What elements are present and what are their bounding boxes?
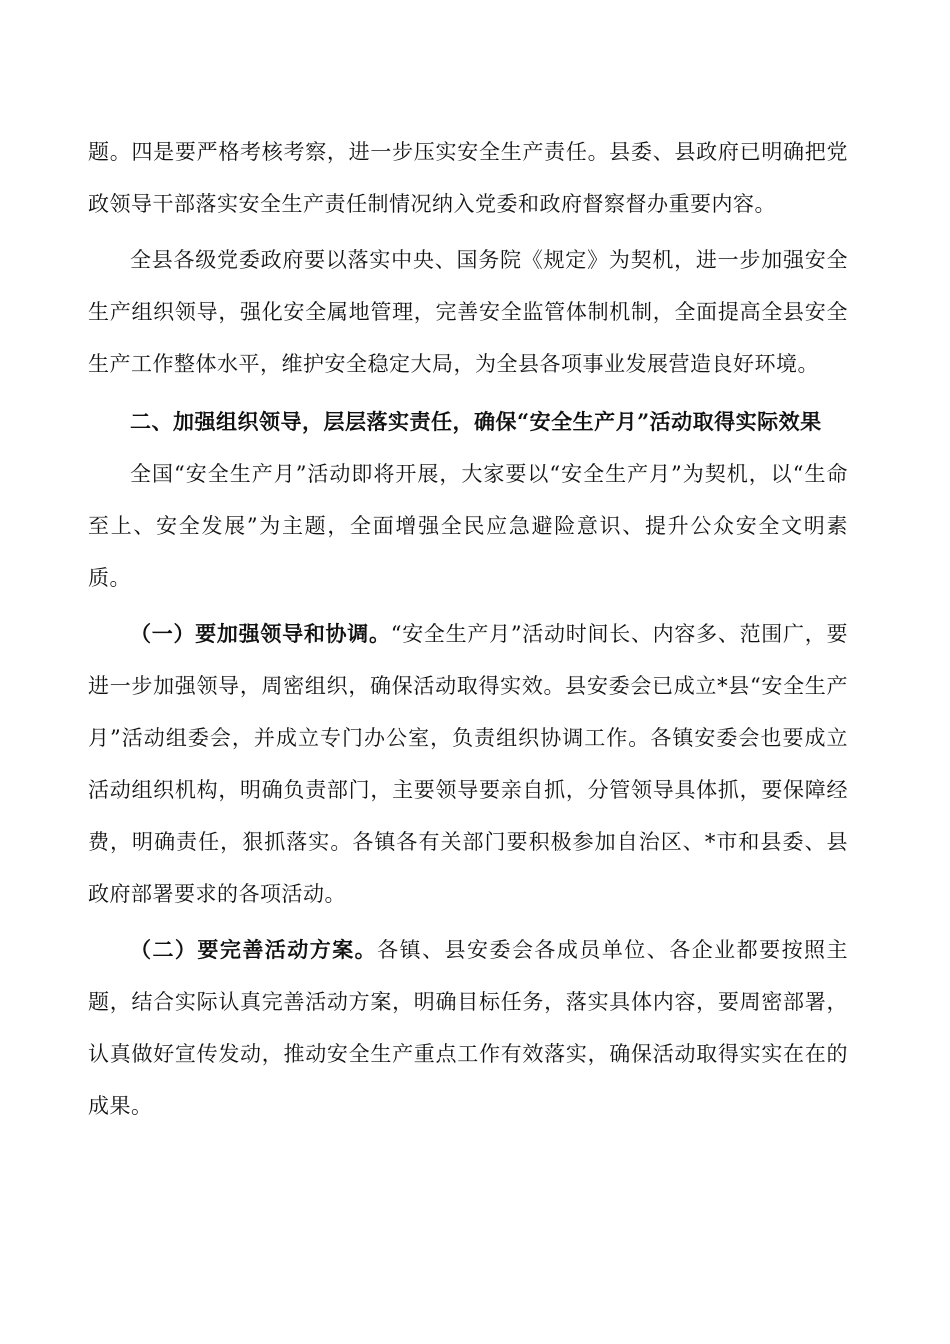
paragraph-intro: 全国“安全生产月”活动即将开展，大家要以“安全生产月”为契机，以“生命至上、安全发展”为主题，全面增强全民应急避险意识、提升公众安全文明素质。 (88, 462, 848, 590)
item-1-body: “安全生产月”活动时间长、内容多、范围广，要进一步加强领导，周密组织，确保活动取得实效。县安委会已成立*县“安全生产月”活动组委会，并成立专门办公室，负责组织协调工作。各镇安委会也要成立活动组织机构，明确负责部门，主要领导要亲自抓，分管领导具体抓，要保障经费，明确责任，狠抓落实。各镇各有关部门要积极参加自治区、*市和县委、县政府部署要求的各项活动。 (88, 622, 848, 906)
section-heading-2: 二、加强组织领导，层层落实责任，确保“安全生产月”活动取得实际效果 (130, 409, 822, 434)
item-2-body: 各镇、县安委会各成员单位、各企业都要按照主题，结合实际认真完善活动方案，明确目标任务，落实具体内容，要周密部署，认真做好宣传发动，推动安全生产重点工作有效落实，确保活动取得实实在在的成果。 (88, 938, 849, 1118)
paragraph-continued: 题。四是要严格考核考察，进一步压实安全生产责任。县委、县政府已明确把党政领导干部落实安全生产责任制情况纳入党委和政府督察督办重要内容。 (88, 140, 848, 216)
item-1-lead: （一）要加强领导和协调。 (130, 621, 391, 646)
item-2-lead: （二）要完善活动方案。 (130, 937, 378, 962)
paragraph-item-2 (88, 924, 848, 1132)
paragraph-item-1 (88, 608, 848, 920)
paragraph-summary: 全县各级党委政府要以落实中央、国务院《规定》为契机，进一步加强安全生产组织领导，强化安全属地管理，完善安全监管体制机制，全面提高全县安全生产工作整体水平，维护安全稳定大局，为全县各项事业发展营造良好环境。 (88, 248, 848, 376)
document-body (88, 126, 848, 1132)
